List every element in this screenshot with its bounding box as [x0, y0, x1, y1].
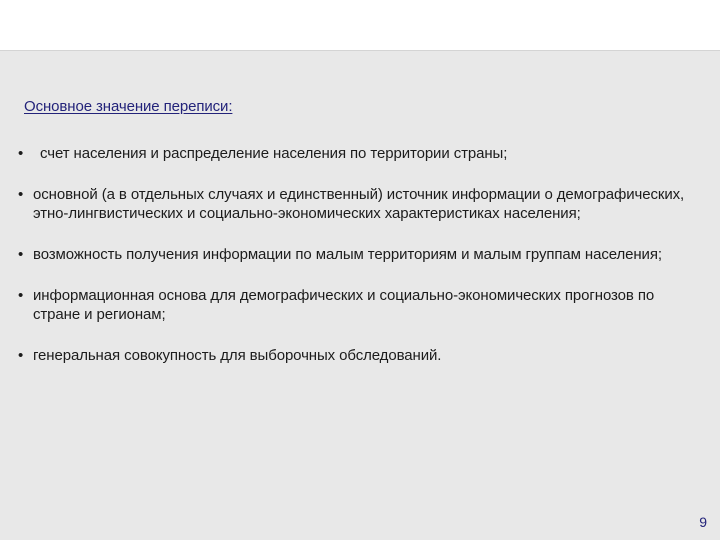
bullet-item: [18, 144, 698, 163]
page-number: 9: [699, 514, 707, 530]
slide-heading: Основное значение переписи:: [24, 98, 233, 115]
bullet-icon: •: [18, 246, 24, 263]
bullet-text: счет населения и распределение населения по территории страны;: [40, 145, 508, 162]
slide-header-band: [0, 0, 720, 50]
header-divider: [0, 50, 720, 51]
bullet-text: основной (а в отдельных случаях и единственный) источник информации о демографических, этно-лингвистических и социально-экономических характеристиках населения;: [33, 186, 685, 222]
bullet-icon: •: [18, 347, 24, 364]
bullet-item: [18, 185, 698, 223]
bullet-item: [18, 245, 698, 264]
bullet-icon: •: [18, 186, 24, 203]
bullet-text: возможность получения информации по малым территориям и малым группам населения;: [33, 246, 662, 263]
bullet-icon: •: [18, 145, 24, 162]
bullet-item: [18, 286, 698, 324]
bullet-text: генеральная совокупность для выборочных обследований.: [33, 347, 442, 364]
bullet-list: [18, 144, 698, 387]
bullet-item: [18, 346, 698, 365]
bullet-text: информационная основа для демографических и социально-экономических прогнозов по стране и регионам;: [33, 287, 655, 323]
bullet-icon: •: [18, 287, 24, 304]
